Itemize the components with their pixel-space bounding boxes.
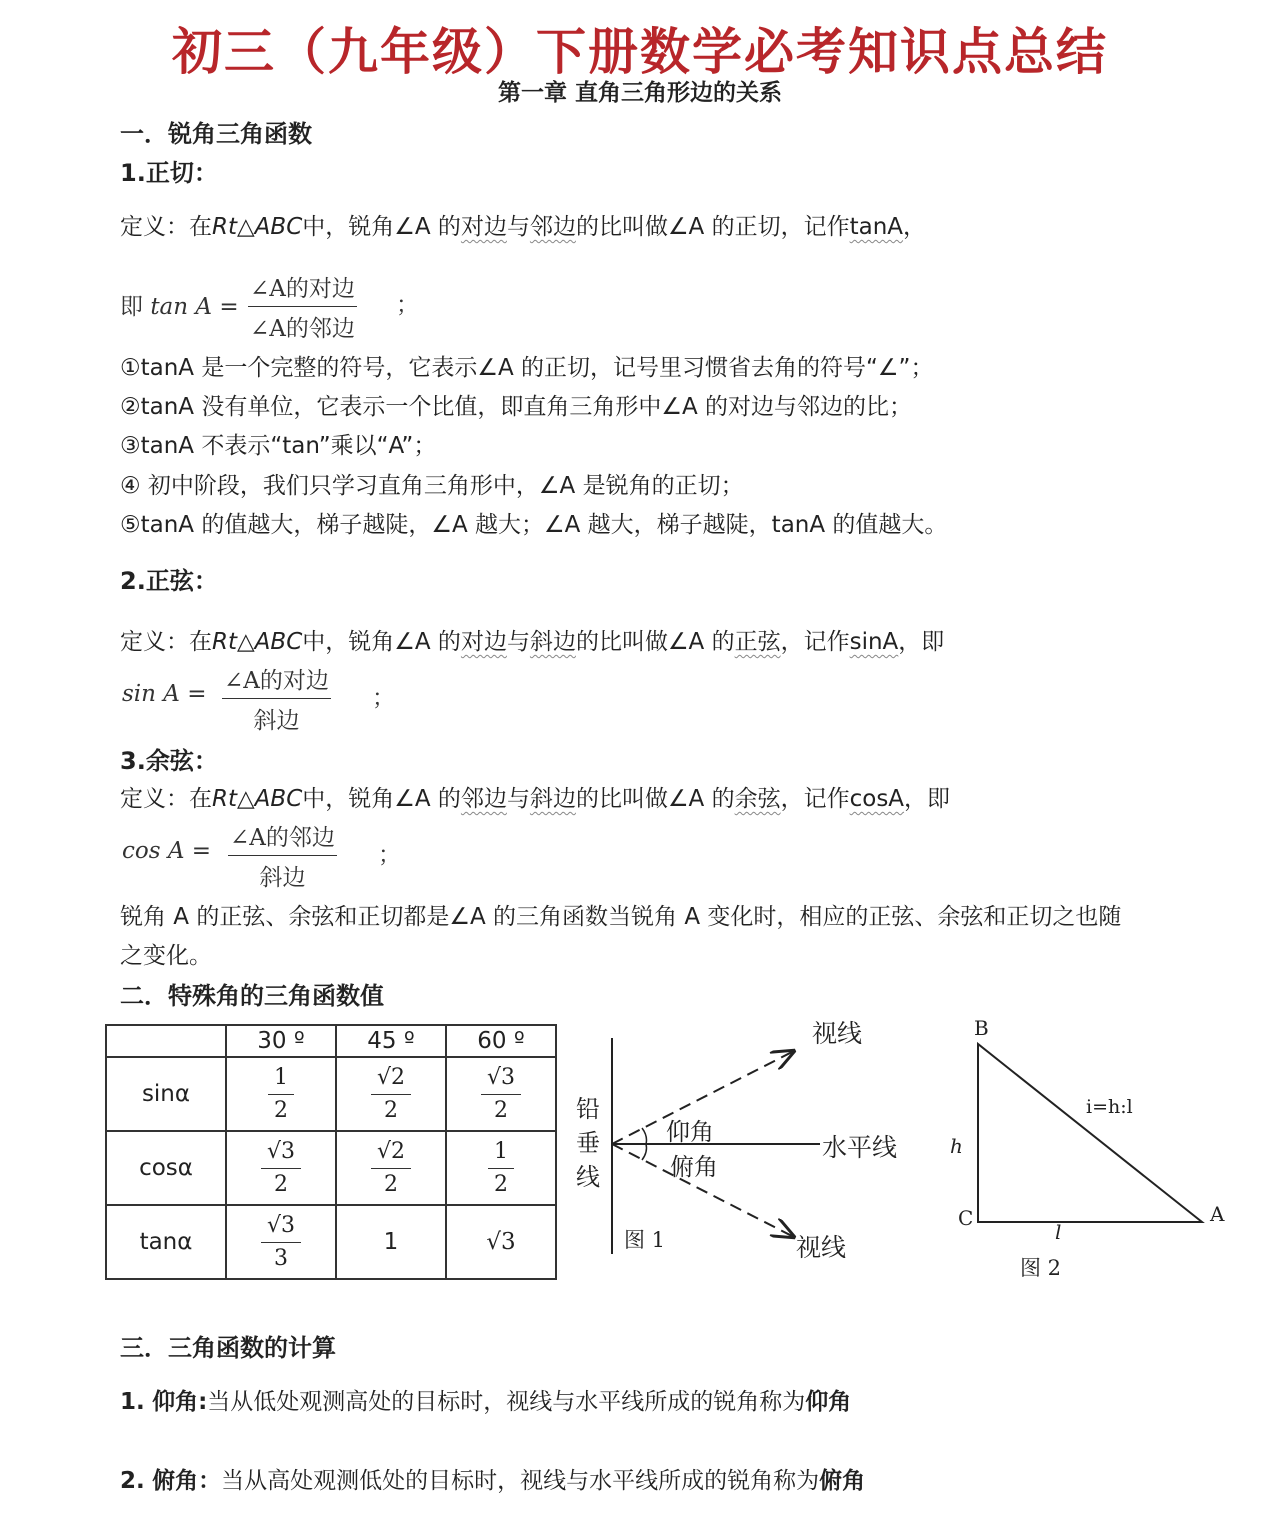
section2-heading: 二．特殊角的三角函数值 bbox=[120, 982, 384, 1010]
def-text: 中，锐角∠A 的 bbox=[302, 629, 461, 655]
fraction-denominator: 斜边 bbox=[228, 855, 337, 892]
table-row-label-cos: cosα bbox=[106, 1131, 226, 1205]
def-keyword: 邻边 bbox=[529, 214, 576, 240]
item-text: 当从高处观测低处的目标时，视线与水平线所成的锐角称为 bbox=[221, 1468, 820, 1494]
table-cell: $\frac{1}{2}$ bbox=[446, 1131, 556, 1205]
depression-arc bbox=[642, 1144, 647, 1160]
cos-definition bbox=[120, 780, 950, 813]
section3-heading-text: 三．三角函数的计算 bbox=[120, 1334, 336, 1362]
label-char: 线 bbox=[576, 1163, 600, 1191]
cos-heading: 3.余弦： bbox=[120, 747, 218, 775]
table-cell: $\frac{1}{2}$ bbox=[226, 1057, 336, 1131]
cos-formula-end: ； bbox=[378, 842, 401, 868]
figure-2-slope-triangle bbox=[940, 1020, 1240, 1250]
section1-heading: 一．锐角三角函数 bbox=[120, 120, 312, 148]
table-header-30: 30 º bbox=[226, 1025, 336, 1057]
item-number: 2. bbox=[120, 1468, 145, 1494]
vertex-b-label: B bbox=[974, 1016, 989, 1040]
def-keyword: 对边 bbox=[460, 214, 507, 240]
elevation-angle-label: 仰角 bbox=[666, 1118, 714, 1146]
table-cell: √3 bbox=[446, 1205, 556, 1279]
tan-note-4: ④ 初中阶段，我们只学习直角三角形中，∠A 是锐角的正切； bbox=[120, 473, 744, 499]
def-triangle: Rt△ABC bbox=[212, 214, 303, 240]
fraction-denominator: 斜边 bbox=[222, 698, 331, 735]
fraction-numerator: ∠A的邻边 bbox=[230, 825, 335, 851]
fraction-numerator: ∠A的对边 bbox=[224, 668, 329, 694]
def-text: 与 bbox=[506, 786, 530, 812]
slope-ratio-label: i=h:l bbox=[1086, 1096, 1133, 1118]
tan-note-3: ③tanA 不表示“tan”乘以“A”； bbox=[120, 433, 437, 459]
def-text: ， bbox=[903, 214, 927, 240]
sin-formula-fraction bbox=[222, 662, 331, 735]
table-row-label-tan: tanα bbox=[106, 1205, 226, 1279]
def-text: 与 bbox=[506, 214, 530, 240]
sight-line-bottom-label: 视线 bbox=[796, 1233, 847, 1262]
table-cell: $\frac{√2}{2}$ bbox=[336, 1131, 446, 1205]
figure-2-caption: 图 2 bbox=[1020, 1256, 1062, 1280]
table-cell: $\frac{√2}{2}$ bbox=[336, 1057, 446, 1131]
def-symbol: sinA bbox=[849, 629, 899, 655]
height-label: h bbox=[950, 1134, 963, 1158]
def-keyword: 邻边 bbox=[460, 786, 507, 812]
tan-formula-fraction bbox=[248, 270, 357, 343]
def-text: ，记作 bbox=[780, 629, 850, 655]
def-symbol: cosA bbox=[849, 786, 905, 812]
def-keyword: 对边 bbox=[460, 629, 507, 655]
tan-definition bbox=[120, 208, 926, 241]
table-corner-cell bbox=[106, 1025, 226, 1057]
sin-heading: 2.正弦： bbox=[120, 567, 218, 595]
depression-angle-label: 俯角 bbox=[670, 1153, 718, 1181]
def-text: 中，锐角∠A 的 bbox=[302, 214, 461, 240]
def-triangle: Rt△ABC bbox=[212, 629, 303, 655]
def-text: 与 bbox=[506, 629, 530, 655]
fraction-numerator: ∠A的对边 bbox=[250, 276, 355, 302]
summary-line-2: 之变化。 bbox=[120, 943, 212, 969]
vertex-c-label: C bbox=[958, 1206, 974, 1230]
cos-formula-fraction bbox=[228, 819, 337, 892]
def-keyword: 斜边 bbox=[529, 786, 576, 812]
def-keyword: 余弦 bbox=[734, 786, 781, 812]
item-term-end: 俯角 bbox=[819, 1468, 866, 1494]
formula-lhs: tan A = bbox=[150, 294, 239, 320]
cos-formula-lhs: cos A = bbox=[122, 838, 212, 864]
sin-definition bbox=[120, 623, 944, 656]
item-number: 1. bbox=[120, 1389, 145, 1415]
figure-1-caption: 图 1 bbox=[624, 1228, 666, 1252]
summary-line-1: 锐角 A 的正弦、余弦和正切都是∠A 的三角函数当锐角 A 变化时，相应的正弦、余弦和正切之也随 bbox=[120, 904, 1122, 930]
def-text: ，即 bbox=[904, 786, 951, 812]
section3-heading bbox=[120, 1328, 336, 1363]
triangle-abc bbox=[978, 1044, 1202, 1222]
item-text: 当从低处观测高处的目标时，视线与水平线所成的锐角称为 bbox=[207, 1389, 806, 1415]
page-title: 初三（九年级）下册数学必考知识点总结 bbox=[172, 22, 1108, 81]
item-term-end: 仰角 bbox=[805, 1389, 852, 1415]
vertex-a-label: A bbox=[1210, 1202, 1225, 1226]
tan-note-2: ②tanA 没有单位，它表示一个比值，即直角三角形中∠A 的对边与邻边的比； bbox=[120, 394, 913, 420]
depression-definition bbox=[120, 1462, 865, 1495]
fraction-denominator: ∠A的邻边 bbox=[248, 306, 357, 343]
def-text: ，记作 bbox=[780, 786, 850, 812]
def-keyword: 斜边 bbox=[529, 629, 576, 655]
label-char: 铅 bbox=[576, 1095, 600, 1123]
table-cell: $\frac{√3}{2}$ bbox=[446, 1057, 556, 1131]
special-angles-table bbox=[105, 1024, 557, 1280]
tan-formula-end: ； bbox=[396, 292, 419, 318]
sin-formula-lhs: sin A = bbox=[122, 681, 207, 707]
table-header-45: 45 º bbox=[336, 1025, 446, 1057]
horizontal-line-label: 水平线 bbox=[822, 1133, 898, 1162]
length-label: l bbox=[1055, 1220, 1062, 1244]
item-term: 俯角： bbox=[152, 1468, 222, 1494]
chapter-heading: 第一章 直角三角形边的关系 bbox=[497, 80, 782, 106]
tan-note-5: ⑤tanA 的值越大，梯子越陡，∠A 越大；∠A 越大，梯子越陡，tanA 的值越大。 bbox=[120, 512, 948, 538]
def-triangle: Rt△ABC bbox=[212, 786, 303, 812]
def-text: 中，锐角∠A 的 bbox=[302, 786, 461, 812]
table-row-label-sin: sinα bbox=[106, 1057, 226, 1131]
table-header-60: 60 º bbox=[446, 1025, 556, 1057]
tan-heading: 1.正切： bbox=[120, 159, 218, 187]
tan-formula-prefix bbox=[120, 288, 239, 321]
table-cell: $\frac{√3}{3}$ bbox=[226, 1205, 336, 1279]
elevation-definition bbox=[120, 1383, 851, 1416]
def-symbol: tanA bbox=[849, 214, 904, 240]
plumb-line-label bbox=[576, 1092, 606, 1194]
def-text: 定义：在 bbox=[120, 629, 212, 655]
def-text: 的比叫做∠A 的 bbox=[575, 629, 735, 655]
def-keyword: 正弦 bbox=[734, 629, 781, 655]
label-char: 垂 bbox=[576, 1129, 600, 1157]
def-text: ，即 bbox=[898, 629, 945, 655]
elevation-arc bbox=[642, 1128, 647, 1144]
table-cell: $\frac{√3}{2}$ bbox=[226, 1131, 336, 1205]
item-term: 仰角: bbox=[152, 1389, 208, 1415]
sight-line-top-label: 视线 bbox=[812, 1019, 863, 1048]
formula-prefix: 即 bbox=[120, 294, 143, 320]
def-text: 的比叫做∠A 的正切，记作 bbox=[575, 214, 850, 240]
sin-formula-end: ； bbox=[372, 685, 395, 711]
table-cell: 1 bbox=[336, 1205, 446, 1279]
tan-note-1: ①tanA 是一个完整的符号，它表示∠A 的正切，记号里习惯省去角的符号“∠”； bbox=[120, 355, 934, 381]
def-text: 定义：在 bbox=[120, 786, 212, 812]
def-text: 定义：在 bbox=[120, 214, 212, 240]
def-text: 的比叫做∠A 的 bbox=[575, 786, 735, 812]
